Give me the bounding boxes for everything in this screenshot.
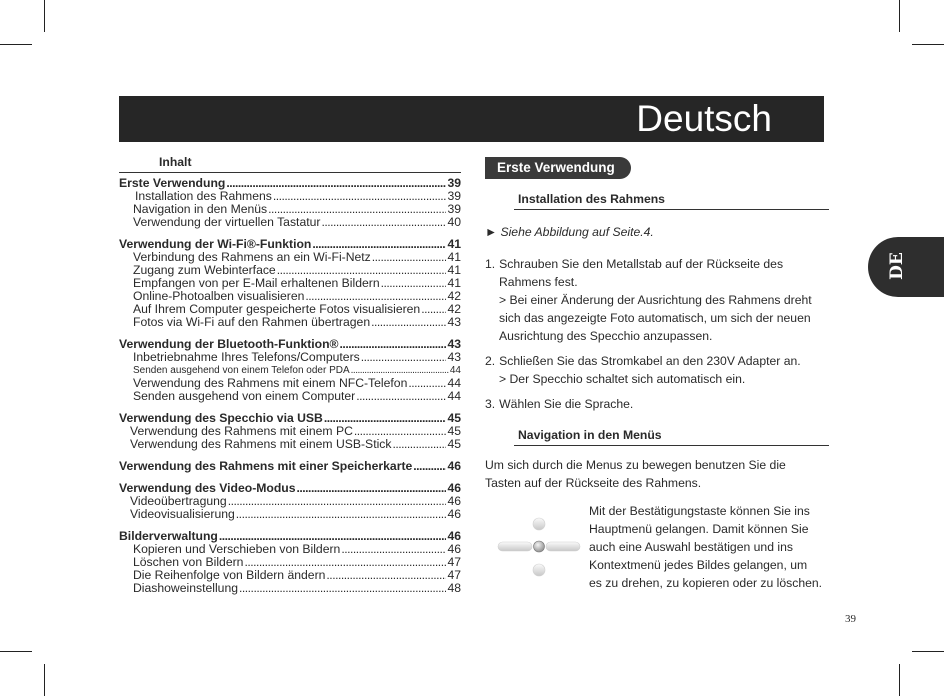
text-line: Tasten auf der Rückseite des Rahmens. [485,476,702,490]
toc-page-number: 42 [447,302,461,316]
toc-page-number: 39 [447,189,461,203]
crop-mark [44,0,45,32]
toc-entry-title: Verwendung des Rahmens mit einem USB-Stick [130,437,392,451]
toc-page-number: 41 [447,250,461,264]
toc-entry-row [119,216,461,229]
navigation-intro [485,456,829,492]
page-title: Deutsch [636,98,772,139]
toc-entry-title: Die Reihenfolge von Bildern ändern [133,568,326,582]
step-number: 3. [485,397,496,411]
toc-entry-title: Zugang zum Webinterface [133,263,276,277]
toc-entry-row [119,316,461,329]
toc-page-number: 45 [447,411,461,425]
toc-entry-title: Auf Ihrem Computer gespeicherte Fotos visualisieren [133,302,421,316]
toc-page-number: 47 [447,555,461,569]
toc-page-number: 44 [449,365,461,376]
language-tab [868,237,944,297]
toc-leader-dots [236,508,447,521]
toc-entry-row [119,582,461,595]
text-line: Mit der Bestätigungstaste können Sie ins [589,504,810,518]
step-line: Rahmens fest. [499,275,578,289]
toc-page-number: 47 [447,568,461,582]
toc-leader-dots [372,251,447,264]
toc-leader-dots [341,543,446,556]
toc-leader-dots [239,582,446,595]
step-number: 1. [485,257,496,271]
toc-entry-title: Videoübertragung [130,494,227,508]
install-step [485,255,829,345]
toc-entry-title: Bilderverwaltung [119,529,218,543]
toc-entry-title: Inbetriebnahme Ihres Telefons/Computers [133,350,360,364]
language-tab-label: DE [887,252,907,280]
toc-leader-dots [392,438,446,451]
toc-page-number: 44 [447,389,461,403]
navigation-buttons-icon [497,516,581,578]
toc-entry-title: Verwendung des Rahmens mit einem NFC-Telefon [133,376,408,390]
toc-body [119,177,461,595]
text-line: Kontextmenü jedes Bildes gelangen, um [589,558,808,572]
section-title: Erste Verwendung [485,157,631,179]
toc-page-number: 44 [447,376,461,390]
toc-entry-title: Verwendung des Video-Modus [119,481,296,495]
step-line [485,352,829,370]
toc-page-number: 48 [447,581,461,595]
toc-entry-title: Installation des Rahmens [135,189,272,203]
toc-page-number: 46 [447,459,461,473]
crop-mark [44,664,45,696]
toc-page-number: 45 [447,437,461,451]
toc-page-number: 43 [447,350,461,364]
toc-page-number: 46 [447,529,461,543]
figure-reference: ► Siehe Abbildung auf Seite.4. [485,225,654,239]
step-text: Schrauben Sie den Metallstab auf der Rückseite des [499,257,784,271]
table-of-contents [119,155,461,595]
toc-leader-dots [421,303,446,316]
toc-leader-dots [228,495,447,508]
toc-page-number: 45 [447,424,461,438]
toc-page-number: 46 [447,542,461,556]
step-line: > Bei einer Änderung der Ausrichtung des Rahmens dreht [499,293,812,307]
toc-entry-title: Verwendung der Wi-Fi®-Funktion [119,237,312,251]
toc-leader-dots [356,390,446,403]
install-steps [485,255,829,413]
toc-entry-title: Diashoweinstellung [133,581,239,595]
crop-mark [899,0,900,32]
toc-entry-title: Videovisualisierung [130,507,235,521]
toc-entry-row [119,508,461,521]
toc-leader-dots [321,216,446,229]
toc-entry-title: Verwendung des Rahmens mit einer Speicherkarte [119,459,413,473]
toc-page-number: 43 [447,337,461,351]
toc-entry-title: Kopieren und Verschieben von Bildern [133,542,341,556]
toc-page-number: 40 [447,215,461,229]
toc-leader-dots [361,351,447,364]
toc-entry-title: Verwendung des Specchio via USB [119,411,323,425]
crop-mark [0,44,32,45]
toc-entry-title: Fotos via Wi-Fi auf den Rahmen übertragen [133,315,371,329]
toc-leader-dots [273,190,447,203]
toc-leader-dots [381,277,447,290]
toc-page-number: 39 [447,202,461,216]
step-text: Schließen Sie das Stromkabel an den 230V Adapter an. [499,354,801,368]
step-line: Ausrichtung des Specchio anzupassen. [499,329,713,343]
toc-leader-dots [371,316,446,329]
install-step [485,352,829,388]
step-line: sich das angezeigte Foto automatisch, um sich der neuen [499,311,811,325]
step-line: > Der Specchio schaltet sich automatisch ein. [499,372,746,386]
step-number: 2. [485,354,496,368]
toc-leader-dots [297,482,447,495]
toc-page-number: 41 [447,237,461,251]
toc-entry-title: Senden ausgehend von einem Computer [133,389,356,403]
page-number: 39 [845,613,856,625]
toc-section-row [119,460,461,473]
toc-entry-title: Löschen von Bildern [133,555,244,569]
toc-entry-title: Verwendung der virtuellen Tastatur [133,215,321,229]
step-line [485,395,829,413]
crop-mark [899,664,900,696]
crop-mark [0,651,32,652]
crop-mark [912,44,944,45]
toc-page-number: 46 [447,494,461,508]
text-line: Um sich durch die Menus zu bewegen benutzen Sie die [485,458,786,472]
step-line [485,255,829,273]
toc-page-number: 39 [447,176,461,190]
install-rule [514,209,829,210]
navigation-heading: Navigation in den Menüs [518,428,662,442]
text-line: es zu drehen, zu kopieren oder zu löschen. [589,576,823,590]
toc-rule [119,172,461,173]
toc-entry-title: Verwendung des Rahmens mit einem PC [130,424,353,438]
toc-entry-title: Empfangen von per E-Mail erhaltenen Bildern [133,276,380,290]
toc-page-number: 42 [447,289,461,303]
navigation-rule [514,445,829,446]
toc-heading: Inhalt [159,155,192,169]
toc-entry-title: Verbindung des Rahmens an ein Wi-Fi-Netz [133,250,371,264]
install-heading: Installation des Rahmens [518,192,665,206]
header-bar [119,96,824,142]
toc-leader-dots [413,460,446,473]
toc-entry-title: Online-Photoalben visualisieren [133,289,305,303]
toc-entry-row [119,351,461,364]
navigation-body [589,502,833,592]
toc-page-number: 41 [447,263,461,277]
toc-entry-title: Senden ausgehend von einem Telefon oder PDA [133,365,350,376]
navigation-block [485,502,829,588]
toc-entry-title: Erste Verwendung [119,176,226,190]
step-text: Wählen Sie die Sprache. [499,397,634,411]
toc-entry-row [119,390,461,403]
toc-entry-title: Verwendung der Bluetooth-Funktion® [119,337,339,351]
toc-page-number: 46 [447,507,461,521]
toc-page-number: 46 [447,481,461,495]
toc-leader-dots [408,377,446,390]
text-line: Hauptmenü gelangen. Damit können Sie [589,522,809,536]
toc-entry-row [119,438,461,451]
toc-page-number: 43 [447,315,461,329]
toc-leader-dots [326,569,446,582]
crop-mark [912,651,944,652]
toc-entry-title: Navigation in den Menüs [133,202,268,216]
toc-page-number: 41 [447,276,461,290]
text-line: auch eine Auswahl bestätigen und ins [589,540,793,554]
main-column [485,157,829,588]
install-step [485,395,829,413]
